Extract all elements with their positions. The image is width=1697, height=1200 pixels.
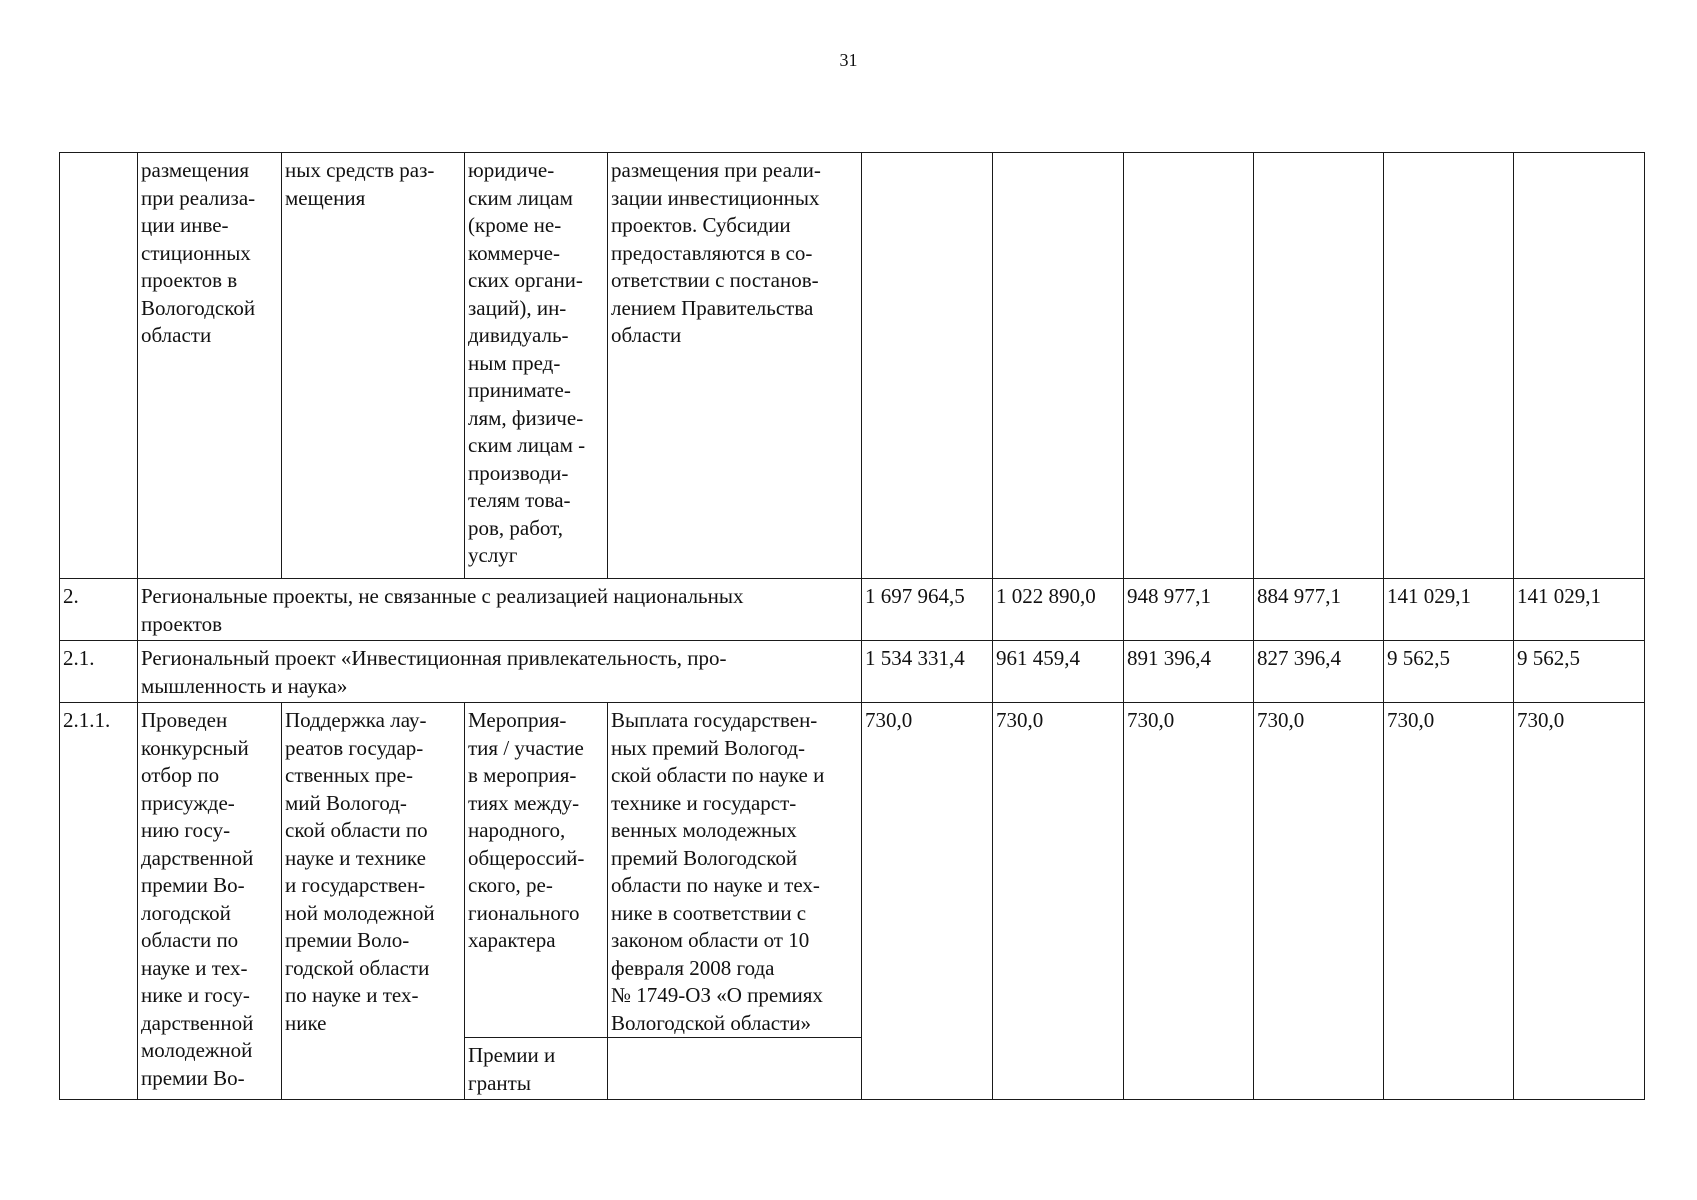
cell-number: 2. <box>60 579 138 641</box>
cell-number <box>60 153 138 579</box>
cell-value <box>1124 153 1254 579</box>
cell-value: 141 029,1 <box>1384 579 1514 641</box>
cell-value: 730,0 <box>993 703 1124 1100</box>
cell-value: 827 396,4 <box>1254 641 1384 703</box>
cell-value: 730,0 <box>1514 703 1645 1100</box>
cell-value <box>1254 153 1384 579</box>
cell-characteristics: Выплата государствен- ных премий Вологод- ской области по науке и технике и государст- венных молодежных премий Вологодской области по науке и тех- нике в соответствии с законом области от 10 февраля 2008 года № 1749-ОЗ «О премиях Вологодской области» <box>608 703 862 1038</box>
cell-value: 9 562,5 <box>1514 641 1645 703</box>
cell-value: 730,0 <box>1124 703 1254 1100</box>
table-row <box>60 641 1645 703</box>
page-number: 31 <box>839 50 858 70</box>
cell-number: 2.1. <box>60 641 138 703</box>
table-row <box>60 703 1645 1038</box>
cell-value: 891 396,4 <box>1124 641 1254 703</box>
cell-value: 1 534 331,4 <box>862 641 993 703</box>
cell-event-type: юридиче- ским лицам (кроме не- коммерче- ских органи- заций), ин- дивидуаль- ным пред- принимате- лям, физиче- ским лицам - производи- телям това- ров, работ, услуг <box>465 153 608 579</box>
cell-value: 141 029,1 <box>1514 579 1645 641</box>
cell-result: размещения при реализа- ции инве- стиционных проектов в Вологодской области <box>138 153 282 579</box>
cell-characteristics: размещения при реали- зации инвестиционных проектов. Субсидии предоставляются в со- ответствии с постанов- лением Правительства области <box>608 153 862 579</box>
cell-description: Поддержка лау- реатов государ- ственных пре- мий Вологод- ской области по науке и технике и государствен- ной молодежной премии Воло- годской области по науке и тех- нике <box>282 703 465 1100</box>
cell-number: 2.1.1. <box>60 703 138 1100</box>
cell-event-type: Мероприя- тия / участие в мероприя- тиях между- народного, общероссий- ского, ре- гионального характера <box>465 703 608 1038</box>
cell-value: 730,0 <box>862 703 993 1100</box>
budget-table <box>59 152 1645 1100</box>
cell-value <box>1384 153 1514 579</box>
cell-result: Проведен конкурсный отбор по присужде- нию госу- дарственной премии Во- логодской области по науке и тех- нике и госу- дарственной молодежной премии Во- <box>138 703 282 1100</box>
cell-project-title: Региональные проекты, не связанные с реализацией национальных проектов <box>138 579 862 641</box>
table-row <box>60 579 1645 641</box>
cell-value <box>862 153 993 579</box>
cell-project-title: Региональный проект «Инвестиционная привлекательность, про- мышленность и наука» <box>138 641 862 703</box>
cell-characteristics <box>608 1038 862 1100</box>
cell-value: 961 459,4 <box>993 641 1124 703</box>
cell-description: ных средств раз- мещения <box>282 153 465 579</box>
cell-value: 884 977,1 <box>1254 579 1384 641</box>
cell-value: 1 697 964,5 <box>862 579 993 641</box>
cell-value: 730,0 <box>1254 703 1384 1100</box>
cell-value: 9 562,5 <box>1384 641 1514 703</box>
table-row <box>60 153 1645 579</box>
cell-value: 730,0 <box>1384 703 1514 1100</box>
cell-event-type: Премии и гранты <box>465 1038 608 1100</box>
cell-value: 1 022 890,0 <box>993 579 1124 641</box>
cell-value <box>993 153 1124 579</box>
cell-value: 948 977,1 <box>1124 579 1254 641</box>
cell-value <box>1514 153 1645 579</box>
